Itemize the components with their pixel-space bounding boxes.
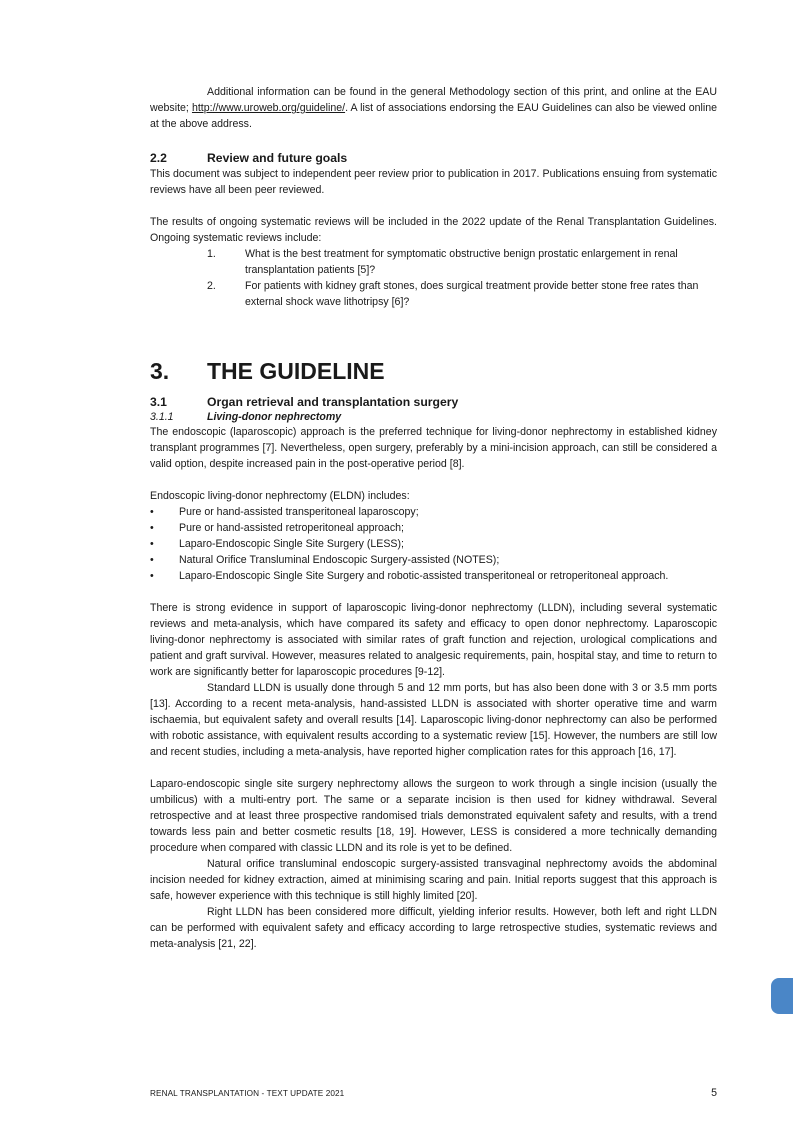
body-paragraph: There is strong evidence in support of laparoscopic living-donor nephrectomy (LLDN), including several systematic reviews and meta-analysis, which have compared its safety and efficacy to open donor nephrectomy. Laparoscopic living-donor nephrectomy is associated with similar rates of graft function and rejection, urological complications and patient and graft survival. However, measures related to analgesic requirements, pain, hospital stay, and time to return to work are significantly better for laparoscopic procedures [9-12]. [150, 602, 717, 678]
body-paragraph: Laparo-endoscopic single site surgery nephrectomy allows the surgeon to work through a single incision (usually the umbilicus) with a multi-entry port. The same or a separate incision is then used for kidney withdrawal. Several retrospective and at least three prospective randomised trials demonstrated equivalent safety and results, with a trend towards less pain and better cosmetic results [18, 19]. However, LESS is considered a more technically demanding procedure when compared with classic LLDN and its role is yet to be defined. [150, 778, 717, 854]
page-number: 5 [711, 1087, 717, 1099]
chapter-3-heading [150, 356, 717, 386]
bullet-item: • Pure or hand-assisted retroperitoneal approach; [150, 522, 404, 534]
chapter-number: 3. [150, 358, 170, 384]
subsection-number: 3.1.1 [150, 411, 174, 423]
section-title: Review and future goals [207, 151, 348, 165]
list-text: For patients with kidney graft stones, does surgical treatment provide better stone free rates than external shock wave lithotripsy [6]? [245, 280, 699, 308]
bullet-item: • Laparo-Endoscopic Single Site Surgery (LESS); [150, 538, 404, 550]
chapter-title: THE GUIDELINE [207, 358, 385, 384]
footer-title: RENAL TRANSPLANTATION - TEXT UPDATE 2021 [150, 1089, 345, 1098]
bullet-item: • Natural Orifice Transluminal Endoscopic Surgery-assisted (NOTES); [150, 554, 500, 566]
bullet-item: • Pure or hand-assisted transperitoneal laparoscopy; [150, 506, 419, 518]
body-paragraph: Right LLDN has been considered more difficult, yielding inferior results. However, both left and right LLDN can be performed with equivalent safety and efficacy according to large retrospective studies, systematic reviews and meta-analysis [21, 22]. [150, 906, 717, 950]
list-number: 2. [207, 280, 216, 292]
ongoing-reviews-list [150, 246, 717, 310]
list-text: What is the best treatment for symptomatic obstructive benign prostatic enlargement in renal transplantation patients [5]? [245, 248, 678, 276]
section-number: 3.1 [150, 395, 167, 409]
page-content [150, 84, 717, 952]
list-number: 1. [207, 248, 216, 260]
eldn-bullet-list [150, 504, 717, 584]
intro-text: Additional information can be found in the general Methodology section of this print, and online at the EAU website; [150, 86, 717, 114]
list-item [150, 246, 717, 278]
section-3-1-1-heading [150, 410, 717, 424]
section-3-1-heading [150, 394, 717, 410]
list-item [150, 278, 717, 310]
eldn-intro: Endoscopic living-donor nephrectomy (ELDN) includes: [150, 490, 410, 502]
ongoing-reviews-paragraph: The results of ongoing systematic reviews will be included in the 2022 update of the Renal Transplantation Guidelines. Ongoing systematic reviews include: [150, 216, 717, 244]
page-footer [150, 1087, 717, 1099]
eau-website-link[interactable]: http://www.uroweb.org/guideline/ [191, 102, 346, 114]
review-paragraph: This document was subject to independent peer review prior to publication in 2017. Publications ensuing from systematic reviews have all been peer reviewed. [150, 168, 717, 196]
section-2-2-heading [150, 150, 717, 166]
subsection-title: Living-donor nephrectomy [207, 411, 342, 423]
intro-paragraph [150, 84, 717, 132]
section-number: 2.2 [150, 151, 167, 165]
body-paragraph: Natural orifice transluminal endoscopic surgery-assisted transvaginal nephrectomy avoids the abdominal incision needed for kidney extraction, aimed at minimising scaring and pain. Initial reports suggest that this approach is safe, however experience with this technique is still highly limited [20]. [150, 858, 717, 902]
body-paragraph: The endoscopic (laparoscopic) approach is the preferred technique for living-donor nephrectomy in established kidney transplant programmes [7]. Nevertheless, open surgery, preferably by a mini-incision approach, can still be considered a valid option, despite increased pain in the post-operative period [8]. [150, 426, 717, 470]
body-paragraph: Standard LLDN is usually done through 5 and 12 mm ports, but has also been done with 3 or 3.5 mm ports [13]. According to a recent meta-analysis, hand-assisted LLDN is associated with shorter operative time and warm ischaemia, but equivalent safety and overall results [14]. Laparoscopic living-donor nephrectomy can also be performed with robotic assistance, with equivalent results according to a systematic review [15]. However, the numbers are still low and recent studies, including a meta-analysis, have reported higher complication rates for this approach [16, 17]. [150, 682, 717, 758]
intro-text-end: . A list of associations endorsing the EAU Guidelines can also be viewed online at the above address. [150, 102, 717, 130]
bullet-item: • Laparo-Endoscopic Single Site Surgery and robotic-assisted transperitoneal or retroperitoneal approach. [150, 570, 669, 582]
section-title: Organ retrieval and transplantation surgery [207, 395, 459, 409]
chapter-tab[interactable] [771, 978, 793, 1014]
